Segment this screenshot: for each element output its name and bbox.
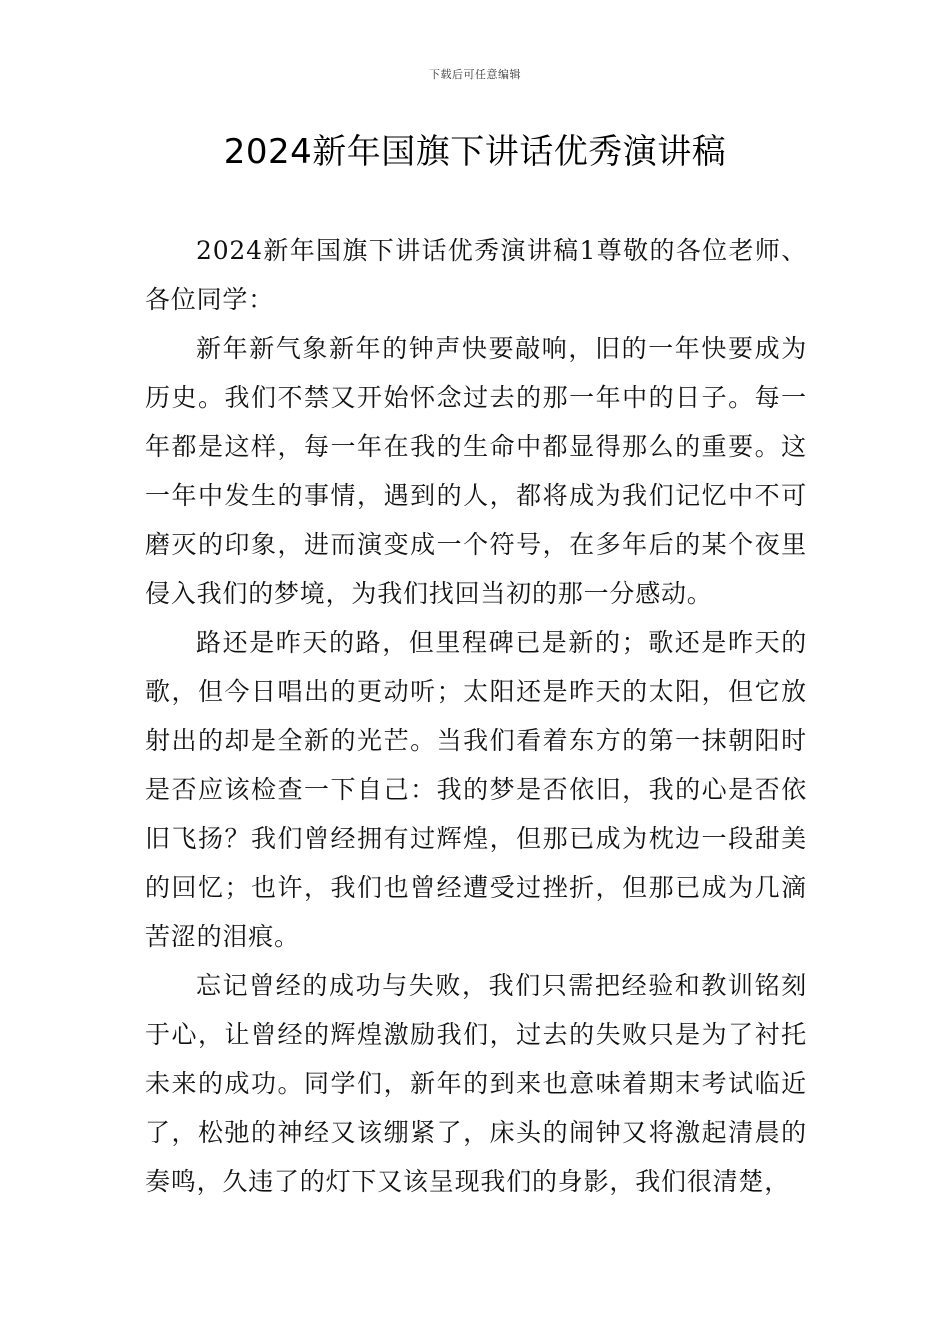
paragraph-road: 路还是昨天的路，但里程碑已是新的；歌还是昨天的歌，但今日唱出的更动听；太阳还是昨天的太阳，但它放射出的却是全新的光芒。当我们看着东方的第一抹朝阳时是否应该检查一下自己：我的梦是否依旧，我的心是否依旧飞扬？我们曾经拥有过辉煌，但那已成为枕边一段甜美的回忆；也许，我们也曾经遭受过挫折，但那已成为几滴苦涩的泪痕。 — [145, 628, 807, 951]
paragraph-greeting: 2024新年国旗下讲话优秀演讲稿1尊敬的各位老师、各位同学： — [145, 236, 807, 314]
document-title: 2024新年国旗下讲话优秀演讲稿 — [223, 132, 727, 172]
header-note: 下载后可任意编辑 — [429, 68, 521, 81]
paragraph-new-year: 新年新气象新年的钟声快要敲响，旧的一年快要成为历史。我们不禁又开始怀念过去的那一年中的日子。每一年都是这样，每一年在我的生命中都显得那么的重要。这一年中发生的事情，遇到的人，都将成为我们记忆中不可磨灭的印象，进而演变成一个符号，在多年后的某个夜里侵入我们的梦境，为我们找回当初的那一分感动。 — [145, 334, 807, 608]
paragraph-forget: 忘记曾经的成功与失败，我们只需把经验和教训铭刻于心，让曾经的辉煌激励我们，过去的失败只是为了衬托未来的成功。同学们，新年的到来也意味着期末考试临近了，松弛的神经又该绷紧了，床头的闹钟又将激起清晨的奏鸣，久违了的灯下又该呈现我们的身影，我们很清楚， — [145, 971, 807, 1196]
document-body — [145, 226, 807, 1206]
